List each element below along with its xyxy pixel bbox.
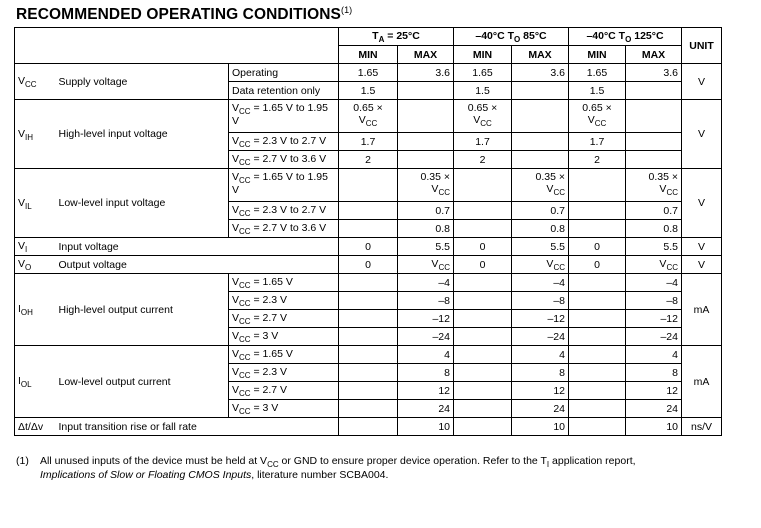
value-min: 1.7 [569, 133, 626, 151]
value-max: –12 [512, 310, 569, 328]
value-max: $V_{CC}$ [512, 256, 569, 274]
symbol-iol: $I_{OL}$ [15, 346, 56, 418]
value-line: 0.35 × [535, 171, 565, 183]
table-row [15, 256, 722, 274]
value-max: 12 [512, 382, 569, 400]
value-max: –4 [398, 274, 454, 292]
header-blank [15, 28, 339, 64]
value-min: 2 [569, 151, 626, 169]
header-max: MAX [512, 46, 569, 64]
desc-vcc: Supply voltage [56, 64, 229, 100]
value-min: 1.65 [339, 64, 398, 82]
desc-ioh: High-level output current [56, 274, 229, 346]
value-min: 1.5 [339, 82, 398, 100]
value-max [398, 169, 454, 202]
value-line: $V_{CC}$ [358, 114, 378, 128]
title-footnote-ref: (1) [340, 5, 353, 15]
footnote [16, 455, 706, 482]
header-temp-25: $T_A = 25^\circ C$ [339, 28, 454, 46]
desc-dtdv: Input transition rise or fall rate [56, 418, 339, 436]
cond: Data retention only [229, 82, 339, 100]
value-min [569, 100, 626, 133]
cond: $V_{CC} = 2.7$ V [229, 382, 339, 400]
value-line: $V_{CC}$ [587, 114, 607, 128]
value-max: –8 [512, 292, 569, 310]
value-max: –12 [626, 310, 682, 328]
value-max: 0.8 [398, 220, 454, 238]
value-max: 12 [398, 382, 454, 400]
value-max: 8 [512, 364, 569, 382]
value-max: $V_{CC}$ [398, 256, 454, 274]
value-max: –24 [512, 328, 569, 346]
value-line: $V_{CC}$ [473, 114, 492, 128]
header-max: MAX [626, 46, 682, 64]
value-line: $V_{CC}$ [659, 183, 678, 197]
symbol-vcc: $V_{CC}$ [15, 64, 56, 100]
symbol-vil: $V_{IL}$ [15, 169, 56, 238]
cond: $V_{CC} = 3$ V [229, 328, 339, 346]
cond: $V_{CC} = 3$ V [229, 400, 339, 418]
unit: mA [682, 274, 722, 346]
desc-iol: Low-level output current [56, 346, 229, 418]
value-max: 24 [512, 400, 569, 418]
value-max: –8 [398, 292, 454, 310]
value-min: 1.7 [454, 133, 512, 151]
header-min: MIN [454, 46, 512, 64]
cond: $V_{CC} = 2.7$ V to 3.6 V [229, 220, 339, 238]
value-min [339, 100, 398, 133]
cond: $V_{CC} = 1.65$ V [229, 274, 339, 292]
value-line: 0.65 × [353, 102, 383, 114]
value-max: 5.5 [626, 238, 682, 256]
footnote-number: (1) [16, 455, 29, 467]
unit: V [682, 256, 722, 274]
cond: $V_{CC} = 2.7$ V [229, 310, 339, 328]
unit: ns/V [682, 418, 722, 436]
desc-vih: High-level input voltage [56, 100, 229, 169]
value-max [626, 169, 682, 202]
footnote-line [40, 469, 706, 483]
value-min: 1.65 [454, 64, 512, 82]
value-max: –24 [626, 328, 682, 346]
value-max: 0.7 [512, 202, 569, 220]
symbol-ioh: $I_{OH}$ [15, 274, 56, 346]
header-temp-125: –40°C $T_O$ 125°C [569, 28, 682, 46]
table-row [15, 346, 722, 364]
cond [229, 100, 339, 133]
unit: mA [682, 346, 722, 418]
value-min: 0 [339, 238, 398, 256]
header-min: MIN [339, 46, 398, 64]
symbol-vih: $V_{IH}$ [15, 100, 56, 169]
cond-line: V [232, 115, 240, 127]
value-line: $V_{CC}$ [431, 183, 450, 197]
value-max: –8 [626, 292, 682, 310]
value-line: 0.35 × [648, 171, 678, 183]
desc-vo: Output voltage [56, 256, 339, 274]
header-temp-85: –40°C $T_O$ 85°C [454, 28, 569, 46]
value-max: –4 [512, 274, 569, 292]
value-line: 0.35 × [420, 171, 450, 183]
value-line: 0.65 × [467, 102, 498, 114]
value-max: $V_{CC}$ [626, 256, 682, 274]
value-max: 0.8 [626, 220, 682, 238]
value-max: 0.7 [398, 202, 454, 220]
header-max: MAX [398, 46, 454, 64]
value-max: –24 [398, 328, 454, 346]
cond: $V_{CC} = 1.65$ V [229, 346, 339, 364]
table-row [15, 169, 722, 202]
header-row-temps [15, 28, 722, 46]
footnote-line: All unused inputs of the device must be held at $V_{CC}$ or GND to ensure proper device operation. Refer to the $T_I$ application report, [40, 455, 636, 469]
table-row [15, 100, 722, 133]
value-max [512, 169, 569, 202]
unit: V [682, 64, 722, 100]
value-max: 10 [512, 418, 569, 436]
table-row [15, 238, 722, 256]
value-min: 0 [569, 256, 626, 274]
value-max: 24 [398, 400, 454, 418]
value-max: 3.6 [626, 64, 682, 82]
value-min: 1.5 [569, 82, 626, 100]
value-max: –4 [626, 274, 682, 292]
desc-vil: Low-level input voltage [56, 169, 229, 238]
value-max: 4 [512, 346, 569, 364]
value-min: 1.7 [339, 133, 398, 151]
operating-conditions-table [14, 27, 722, 436]
value-min: 1.5 [454, 82, 512, 100]
title-text: RECOMMENDED OPERATING CONDITIONS [16, 6, 341, 23]
value-max: 5.5 [512, 238, 569, 256]
value-line: $V_{CC}$ [546, 183, 565, 197]
value-max: 10 [398, 418, 454, 436]
value-min: 0 [454, 238, 512, 256]
page-title [16, 6, 352, 24]
unit: V [682, 100, 722, 169]
unit: V [682, 238, 722, 256]
cond [229, 169, 339, 202]
cond: $V_{CC} = 2.3$ V to 2.7 V [229, 202, 339, 220]
value-min: 0 [339, 256, 398, 274]
footnote-line-rest: , literature number SCBA004. [251, 468, 389, 481]
value-max: 10 [626, 418, 682, 436]
value-max: 3.6 [512, 64, 569, 82]
value-max: 5.5 [398, 238, 454, 256]
value-min: 1.65 [569, 64, 626, 82]
cond: $V_{CC} = 2.3$ V to 2.7 V [229, 133, 339, 151]
value-min: 2 [454, 151, 512, 169]
header-unit: UNIT [682, 28, 722, 64]
value-max: 12 [626, 382, 682, 400]
value-max: 0.7 [626, 202, 682, 220]
table-row [15, 274, 722, 292]
cond-line: $V_{CC} = 1.65$ V to 1.95 [232, 171, 328, 185]
cond: $V_{CC} = 2.7$ V to 3.6 V [229, 151, 339, 169]
value-max: 3.6 [398, 64, 454, 82]
table-row [15, 64, 722, 82]
value-max: 0.8 [512, 220, 569, 238]
value-max: 4 [626, 346, 682, 364]
symbol-vo: $V_O$ [15, 256, 56, 274]
cond-line: V [232, 184, 240, 196]
cond-line: $V_{CC} = 1.65$ V to 1.95 [232, 102, 328, 116]
value-max: 24 [626, 400, 682, 418]
value-min: 2 [339, 151, 398, 169]
value-max: 8 [398, 364, 454, 382]
cond: Operating [229, 64, 339, 82]
unit: V [682, 169, 722, 238]
table-row [15, 418, 722, 436]
value-max: 4 [398, 346, 454, 364]
cond: $V_{CC} = 2.3$ V [229, 292, 339, 310]
value-min: 0 [569, 238, 626, 256]
value-max: 8 [626, 364, 682, 382]
symbol-vi: $V_I$ [15, 238, 56, 256]
symbol-dtdv: Δt/Δv [15, 418, 56, 436]
desc-vi: Input voltage [56, 238, 339, 256]
value-line: 0.65 × [582, 102, 612, 114]
value-min [454, 100, 512, 133]
value-max: –12 [398, 310, 454, 328]
footnote-doc-title: Implications of Slow or Floating CMOS Inputs [40, 468, 252, 481]
value-min: 0 [454, 256, 512, 274]
header-min: MIN [569, 46, 626, 64]
cond: $V_{CC} = 2.3$ V [229, 364, 339, 382]
